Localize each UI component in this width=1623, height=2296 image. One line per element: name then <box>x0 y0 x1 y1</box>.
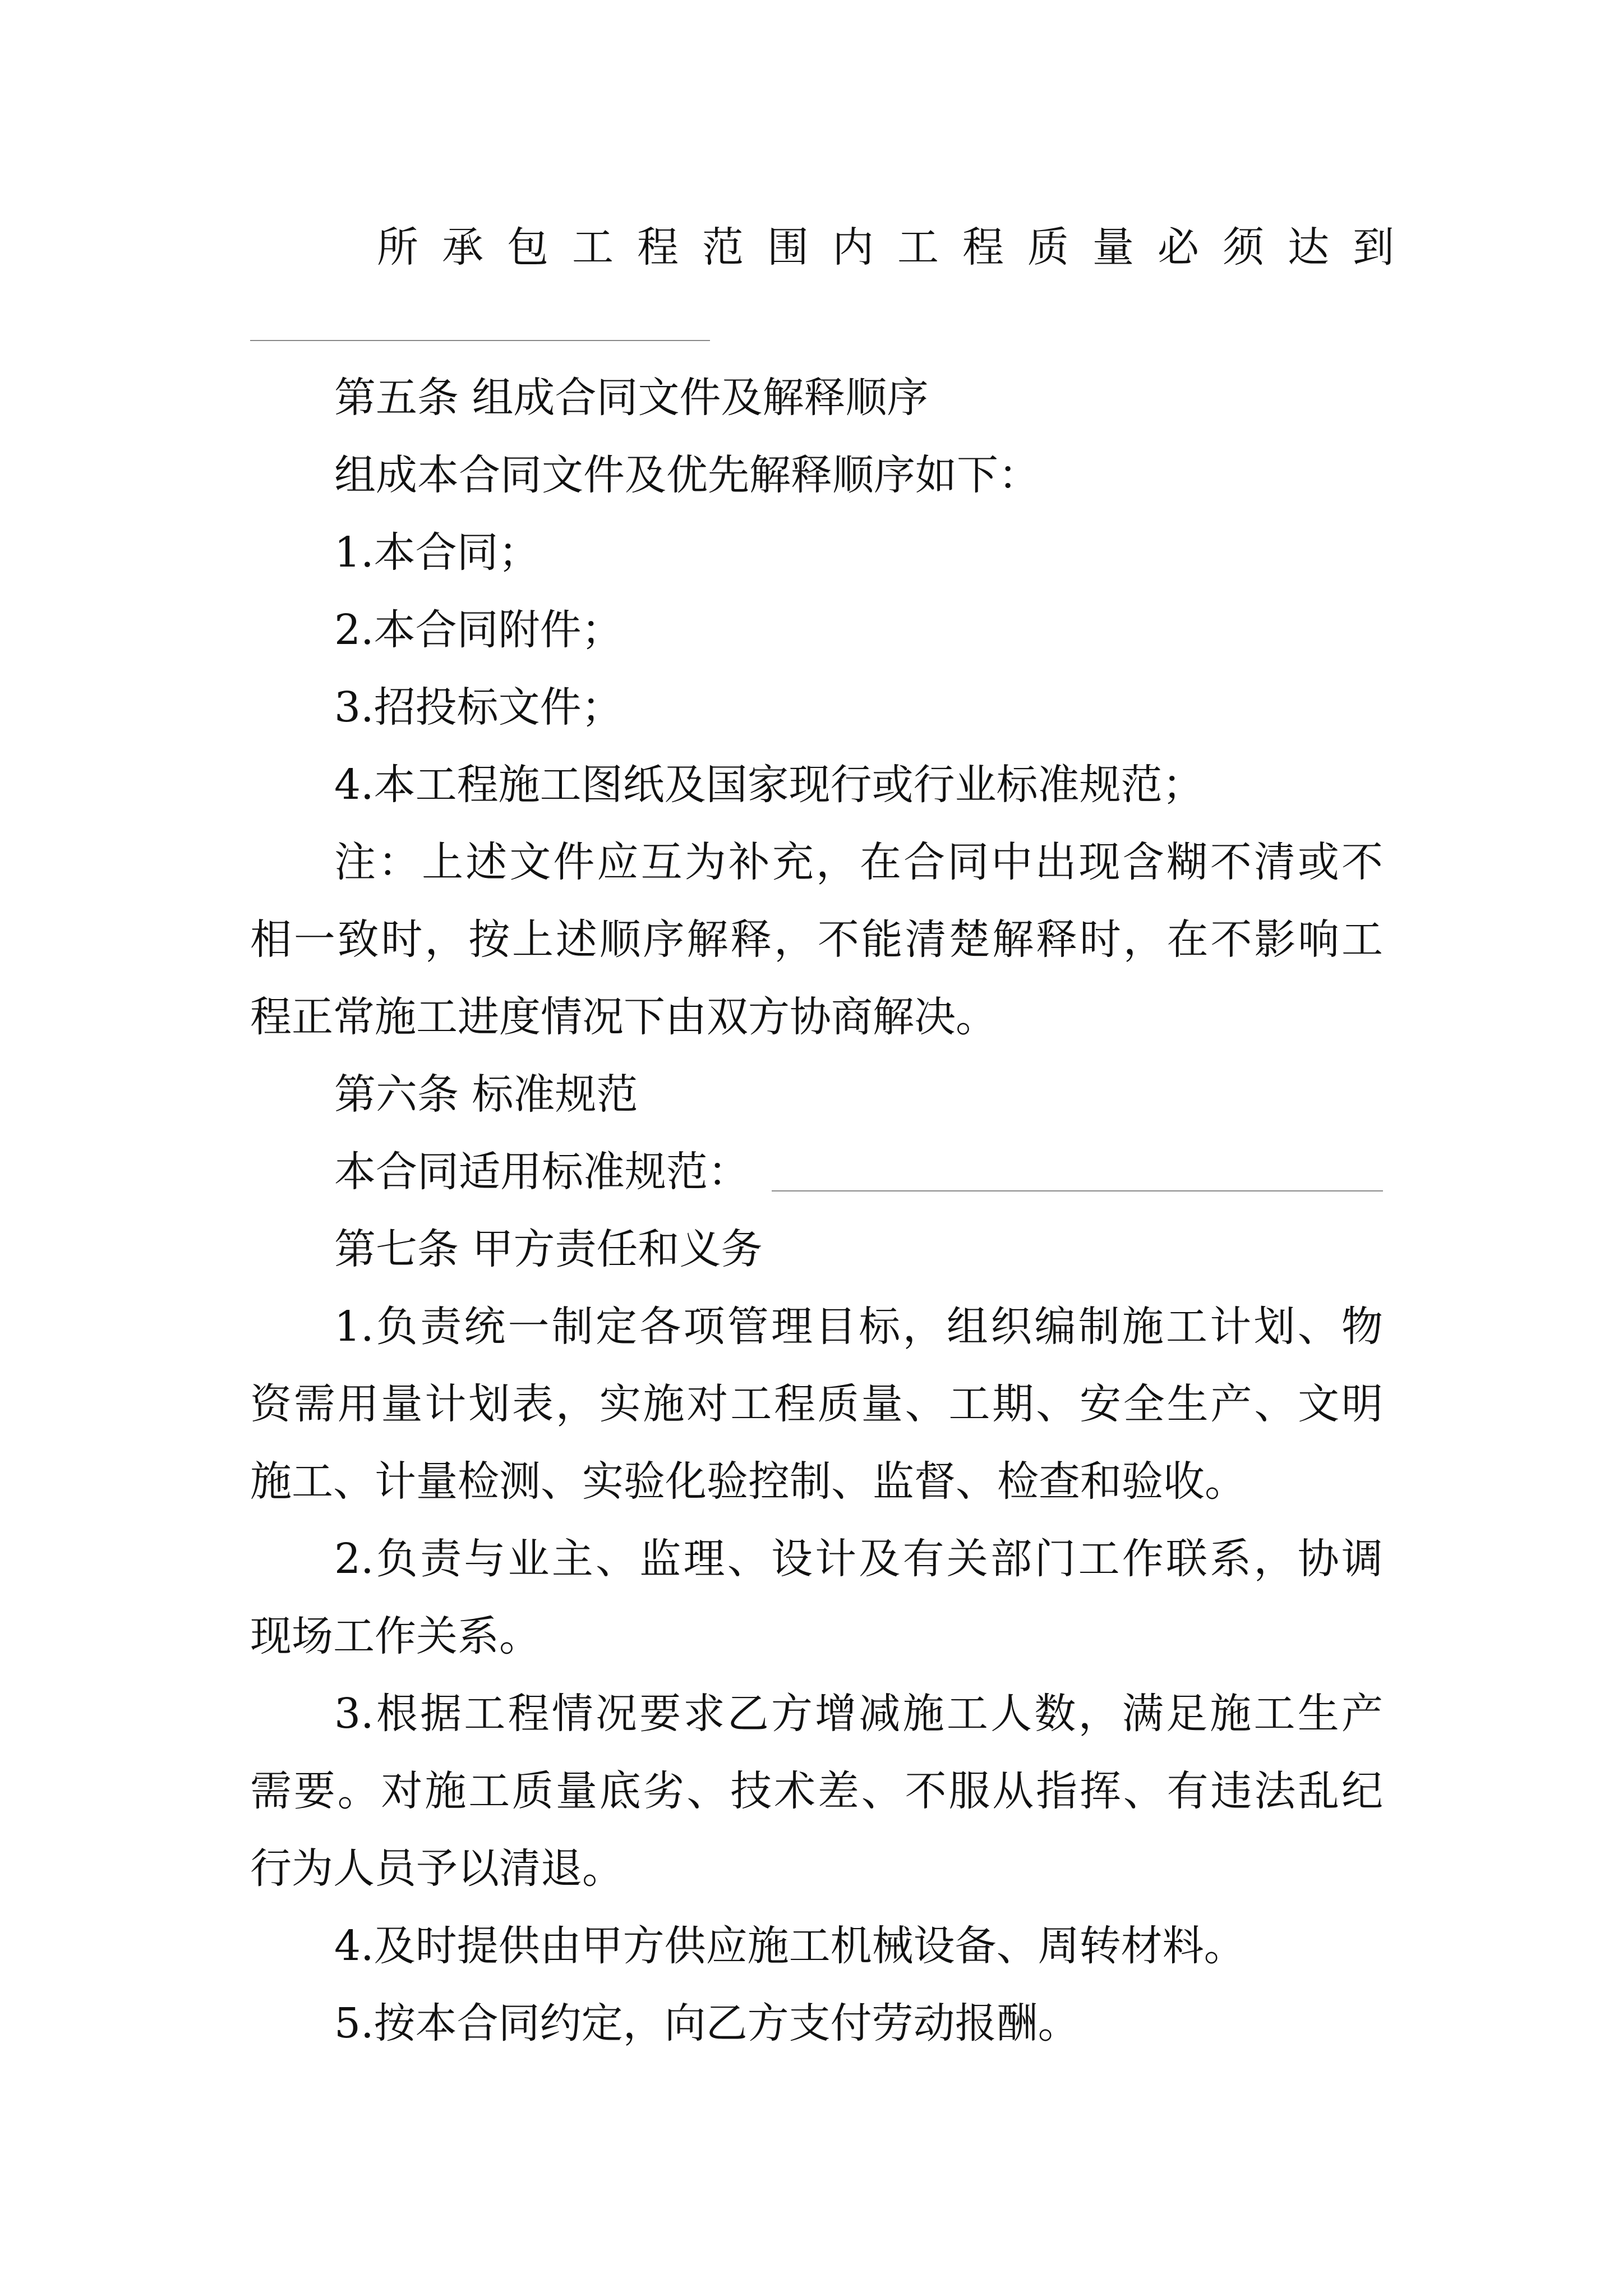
duty-2-line-2: 现场工作关系。 <box>250 1612 541 1660</box>
quality-requirement-blank <box>250 340 710 341</box>
article-6-heading: 第六条 标准规范 <box>334 1070 638 1119</box>
note-line-2: 相一致时，按上述顺序解释，不能清楚解释时，在不影响工 <box>250 915 1383 964</box>
article-5-intro: 组成本合同文件及优先解释顺序如下： <box>334 451 1040 499</box>
article-7-heading: 第七条 甲方责任和义务 <box>334 1225 763 1273</box>
duty-2-line-1: 2.负责与业主、监理、设计及有关部门工作联系，协调 <box>334 1535 1383 1583</box>
duty-1-line-3: 施工、计量检测、实验化验控制、监督、检查和验收。 <box>250 1457 1246 1506</box>
quality-requirement-line: 所承包工程范围内工程质量必须达到 <box>377 223 1418 272</box>
note-line-1: 注：上述文件应互为补充，在合同中出现含糊不清或不 <box>334 838 1383 886</box>
duty-1-line-2: 资需用量计划表，实施对工程质量、工期、安全生产、文明 <box>250 1380 1383 1428</box>
list-item-4: 4.本工程施工图纸及国家现行或行业标准规范； <box>334 761 1204 809</box>
duty-3-line-3: 行为人员予以清退。 <box>250 1844 624 1893</box>
standards-blank <box>772 1190 1383 1191</box>
duty-3-line-1: 3.根据工程情况要求乙方增减施工人数，满足施工生产 <box>334 1690 1383 1738</box>
note-line-3: 程正常施工进度情况下由双方协商解决。 <box>250 993 997 1041</box>
duty-5-line: 5.按本合同约定，向乙方支付劳动报酬。 <box>334 1999 1080 2047</box>
article-5-heading: 第五条 组成合同文件及解释顺序 <box>334 374 929 422</box>
duty-3-line-2: 需要。对施工质量底劣、技术差、不服从指挥、有违法乱纪 <box>250 1767 1383 1815</box>
list-item-3: 3.招投标文件； <box>334 683 623 731</box>
list-item-2: 2.本合同附件； <box>334 606 623 654</box>
duty-4-line: 4.及时提供由甲方供应施工机械设备、周转材料。 <box>334 1922 1246 1970</box>
list-item-1: 1.本合同； <box>334 528 540 577</box>
duty-1-line-1: 1.负责统一制定各项管理目标，组织编制施工计划、物 <box>334 1303 1383 1351</box>
standards-label: 本合同适用标准规范： <box>334 1148 749 1196</box>
